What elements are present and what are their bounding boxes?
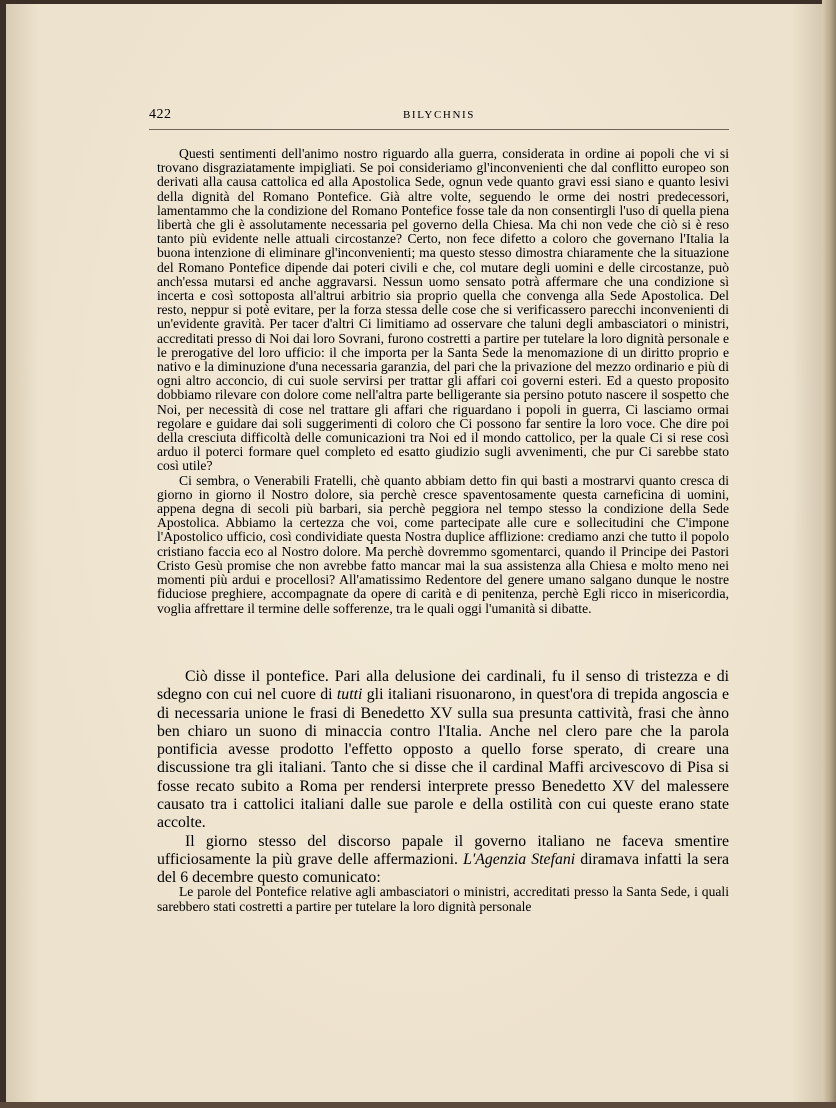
body-paragraph-2 xyxy=(157,833,729,888)
agency-name: L'Agenzia Stefani xyxy=(463,850,576,868)
page-number: 422 xyxy=(149,107,172,122)
allocution-paragraph-1: Questi sentimenti dell'animo nostro riguardo alla guerra, considerata in ordine ai popoli che vi si trovano disgraziatamente impigliati. Se poi consideriamo gl'inconvenienti che dal conflitto europeo son derivati alla causa cattolica ed alla Apostolica Sede, ognun vede quanto gravi essi siano e quanto lesivi della dignità del Romano Pontefice. Già altre volte, seguendo le orme dei nostri predecessori, lamentammo che la condizione del Romano Pontefice fosse tale da non consentirgli l'uso di quella piena libertà che gli è assolutamente necessaria pel governo della Chiesa. Ma chi non vede che ciò si è reso tanto più evidente nelle attuali circostanze? Certo, non fece difetto a coloro che governano l'Italia la buona intenzione di eliminare gl'inconvenienti; ma questo stesso dimostra chiaramente che la situazione del Romano Pontefice dipende dai poteri civili e che, col mutare degli uomini e delle circostanze, può anch'essa mutarsi ed anche aggravarsi. Nessun uomo sensato potrà affermare che una condizione sì incerta e così sottoposta all'altrui arbitrio sia proprio quella che convenga alla Sede Apostolica. Del resto, neppur si potè evitare, per la forza stessa delle cose che si verificassero parecchi inconvenienti di un'evidente gravità. Per tacer d'altri Ci limitiamo ad osservare che taluni degli ambasciatori o ministri, accreditati presso di Noi dai loro Sovrani, furono costretti a partire per tutelare la loro dignità personale e le prerogative del loro ufficio: il che importa per la Santa Sede la menomazione di un diritto proprio e nativo e la diminuzione d'una necessaria garanzia, del pari che la privazione del mezzo ordinario e più di ogni altro acconcio, di cui suole servirsi per trattar gli affari coi governi esteri. Ed a questo proposito dobbiamo rilevare con dolore come nell'altra parte belligerante sia persino potuto nascere il sospetto che Noi, per necessità di cose nel trattare gli affari che riguardano i popoli in guerra, Ci lasciamo ormai regolare e guidare dai soli suggerimenti di coloro che Ci possono far sentire la loro voce. Che dire poi della cresciuta difficoltà delle comunicazioni tra Noi ed il mondo cattolico, per la quale Ci si rese così arduo il poterci formare quel completo ed esatto giudizio sugli avvenimenti, che pur Ci sarebbe stato così utile? xyxy=(157,146,729,474)
allocution-paragraph-2: Ci sembra, o Venerabili Fratelli, chè quanto abbiam detto fin qui basti a mostrarvi quanto cresca di giorno in giorno il Nostro dolore, sia perchè cresce spaventosamente questa carneficina di uomini, appena degna di secoli più barbari, sia perchè peggiora nel tempo stesso la condizione della Sede Apostolica. Abbiamo la certezza che voi, come partecipate alle cure e sollecitudini che C'impone l'Apostolico ufficio, così condividiate questa Nostra duplice afflizione: crediamo anzi che tutto il popolo cristiano faccia eco al Nostro dolore. Ma perchè dovremmo sgomentarci, quando il Principe dei Pastori Cristo Gesù promise che non avrebbe fatto mancar mai la sua assistenza alla Chiesa e molto meno nei momenti più ardui e procellosi? All'amatissimo Redentore del genere umano salgano dunque le nostre fiduciose preghiere, accompagnate da opere di carità e di penitenza, perchè Egli ricco in misericordia, voglia affrettare il termine delle sofferenze, tra le quali oggi l'umanità si dibatte. xyxy=(157,472,729,616)
italic-emphasis: tutti xyxy=(336,686,363,704)
page-bottom-edge xyxy=(0,1102,836,1108)
page-edge xyxy=(822,0,836,1108)
main-body-text xyxy=(157,668,729,888)
body-paragraph-1 xyxy=(157,668,729,833)
quoted-allocution xyxy=(157,147,729,616)
running-head xyxy=(149,107,729,130)
communique-quote xyxy=(157,884,729,914)
body-paragraph-2-part-b: diramava infatti la sera del 6 decembre questo comunicato: xyxy=(157,850,729,887)
body-paragraph-2-part-a: Il giorno stesso del discorso papale il governo italiano ne faceva smentire ufficiosamente la più grave delle affermazioni. xyxy=(157,832,729,868)
body-paragraph-1-part-a: Ciò disse il pontefice. Pari alla delusione dei cardinali, fu il senso di tristezza e di sdegno con cui nel cuore di xyxy=(157,668,729,704)
communique-paragraph: Le parole del Pontefice relative agli ambasciatori o ministri, accreditati presso la Santa Sede, i quali sarebbero stati costretti a partire per tutelare la loro dignità personale xyxy=(157,884,729,914)
journal-title: BILYCHNIS xyxy=(403,109,475,121)
body-paragraph-1-part-b: gli italiani risuonarono, in quest'ora di trepida angoscia e di necessaria unione le frasi di Benedetto XV sulla sua presunta cattività, frasi che ànno ben chiaro un suono di minaccia contro l'Italia. Anche nel clero pare che la parola pontificia avesse prodotto l'effetto opposto a quello forse sperato, di creare una discussione tra gli italiani. Tanto che si disse che il cardinal Maffi arcivescovo di Pisa si fosse recato subito a Roma per rendersi interprete presso Benedetto XV del malessere causato tra i cattolici italiani dalle sue parole e della ostilità con cui queste erano state accolte. xyxy=(157,686,729,832)
